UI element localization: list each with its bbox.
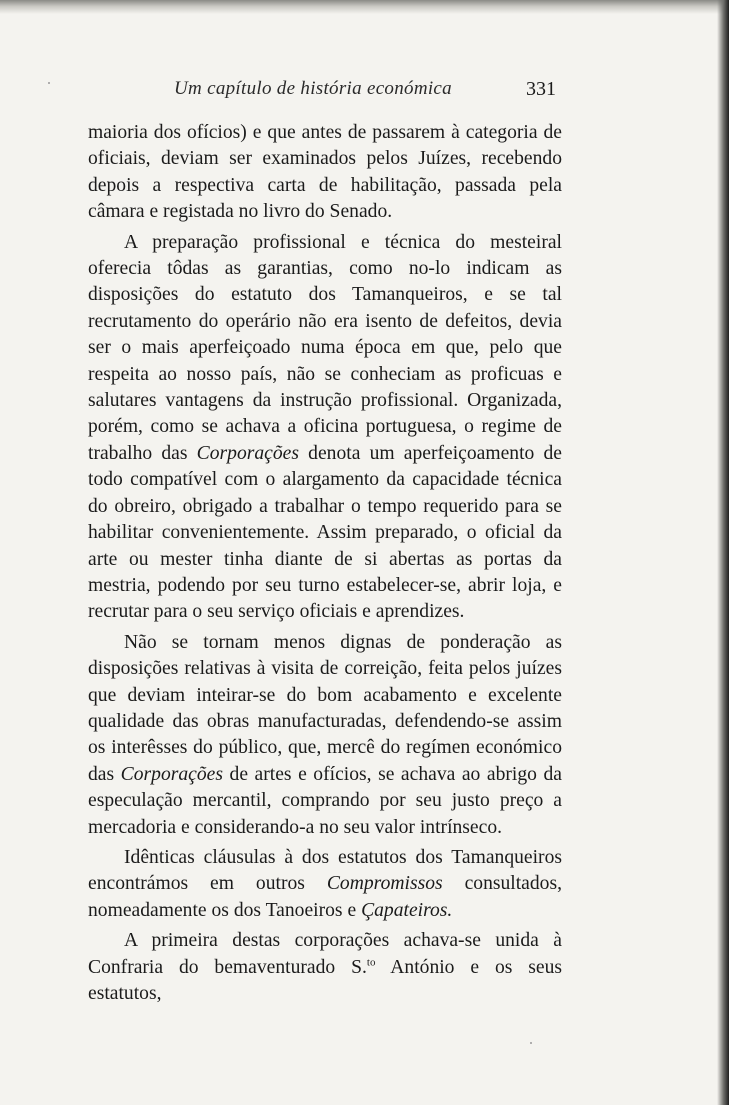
paragraph bbox=[88, 928, 562, 1007]
paragraph-text: António e os seus estatutos, bbox=[88, 956, 562, 1004]
italic-term: Çapateiros. bbox=[361, 899, 453, 921]
paragraph bbox=[88, 845, 562, 924]
paragraph-text: consultados, nomeadamente os dos Tanoeiros e bbox=[88, 873, 562, 921]
scan-top-shadow bbox=[0, 0, 729, 14]
body-text bbox=[88, 120, 562, 1007]
paragraph bbox=[88, 230, 562, 626]
paragraph-text: denota um aperfeiçoamento de todo compatível com o alargamento da capacidade técnica do obreiro, obrigado a trabalhar o tempo requerido para se habilitar convenientemente. Assim preparado, o oficial da arte ou mester tinha diante de si abertas as portas da mestria, podendo por seu turno estabelecer-se, abrir loja, e recrutar para o seu serviço oficiais e aprendizes. bbox=[88, 442, 562, 623]
scan-right-edge bbox=[717, 0, 729, 1105]
running-title: Um capítulo de história económica bbox=[174, 78, 452, 99]
paragraph-text: Não se tornam menos dignas de ponderação as disposições relativas à visita de correição, feita pelos juízes que deviam inteirar-se do bom acabamento e excelente qualidade das obras manufacturadas, defendendo-se assim os interêsses do público, que, mercê do regímen económico das bbox=[88, 631, 562, 785]
paragraph-text: de artes e ofícios, se achava ao abrigo da especulação mercantil, comprando por seu justo preço a mercadoria e considerando-a no seu valor intrínseco. bbox=[88, 763, 562, 838]
running-head bbox=[88, 72, 562, 108]
paragraph bbox=[88, 120, 562, 226]
italic-term: Compromissos bbox=[326, 873, 443, 895]
paragraph-text: A primeira destas corporações achava-se unida à Confraria do bemaventurado S. bbox=[88, 930, 562, 978]
italic-term: Corporações bbox=[196, 442, 299, 464]
scan-speck bbox=[530, 1042, 532, 1044]
superscript-abbrev: to bbox=[366, 956, 376, 969]
paragraph bbox=[88, 630, 562, 841]
paragraph-text: A preparação profissional e técnica do mesteiral oferecia tôdas as garantias, como no-lo indicam as disposições do estatuto dos Tamanqueiros, e se tal recrutamento do operário não era isento de defeitos, devia ser o mais aperfeiçoado numa época em que, pelo que respeita ao nosso país, não se conheciam as proficuas e salutares vantagens da instrução profissional. Organizada, porém, como se achava a oficina portuguesa, o regime de trabalho das bbox=[88, 231, 562, 464]
paragraph-text: Idênticas cláusulas à dos estatutos dos Tamanqueiros encontrámos em outros bbox=[88, 846, 562, 895]
italic-term: Corporações bbox=[120, 763, 223, 785]
book-page bbox=[88, 72, 562, 1007]
paragraph-text: maioria dos ofícios) e que antes de passarem à categoria de oficiais, deviam ser examinados pelos Juízes, recebendo depois a respectiva carta de habilitação, passada pela câmara e registada no livro do Senado. bbox=[88, 122, 562, 223]
scan-speck bbox=[48, 82, 50, 84]
page-number: 331 bbox=[526, 78, 556, 100]
